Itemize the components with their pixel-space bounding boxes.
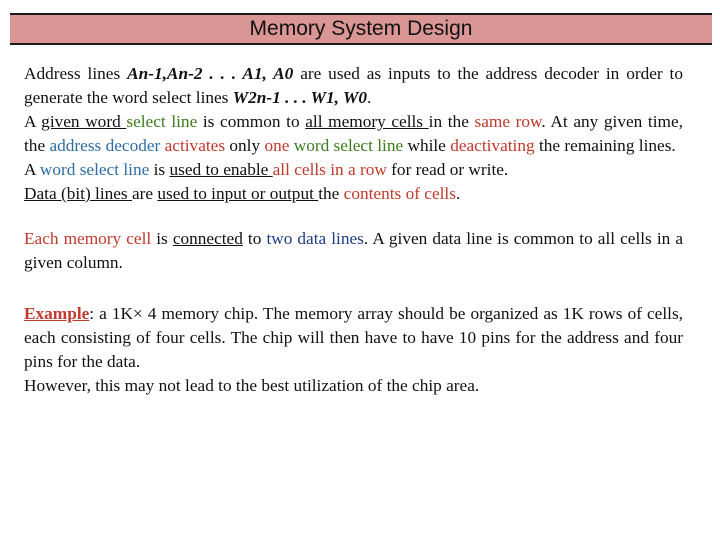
- example-label: Example: [24, 304, 90, 323]
- paragraph-address-lines: Address lines An-1,An-2 . . . A1, A0 are used as inputs to the address decoder in order to generate the word select lines W2n-1 . . . W1, W0.: [24, 64, 684, 107]
- address-lines-expr: An-1,An-2 . . . A1, A0: [127, 64, 294, 83]
- paragraph-data-lines: Data (bit) lines are used to input or output the contents of cells.: [24, 184, 461, 203]
- slide-title-bar: [10, 13, 712, 45]
- spacer: [24, 206, 683, 227]
- slide-title: Memory System Design: [249, 17, 473, 40]
- slide-body: [24, 62, 683, 398]
- paragraph-memory-cell: Each memory cell is connected to two data lines. A given data line is common to all cells in a given column.: [24, 229, 683, 272]
- paragraph-word-select: A given word select line is common to all memory cells in the same row. At any given time, the address decoder activates only one word select line while deactivating the remaining lines.: [24, 112, 683, 155]
- word-lines-expr: W2n-1 . . . W1, W0: [232, 88, 368, 107]
- spacer: [24, 275, 683, 302]
- paragraph-enable-row: A word select line is used to enable all cells in a row for read or write.: [24, 160, 509, 179]
- paragraph-example: Example: a 1K× 4 memory chip. The memory array should be organized as 1K rows of cells, each consisting of four cells. The chip will then have to have 10 pins for the address and four pins for the data.: [24, 304, 683, 371]
- paragraph-utilization: However, this may not lead to the best utilization of the chip area.: [24, 376, 480, 395]
